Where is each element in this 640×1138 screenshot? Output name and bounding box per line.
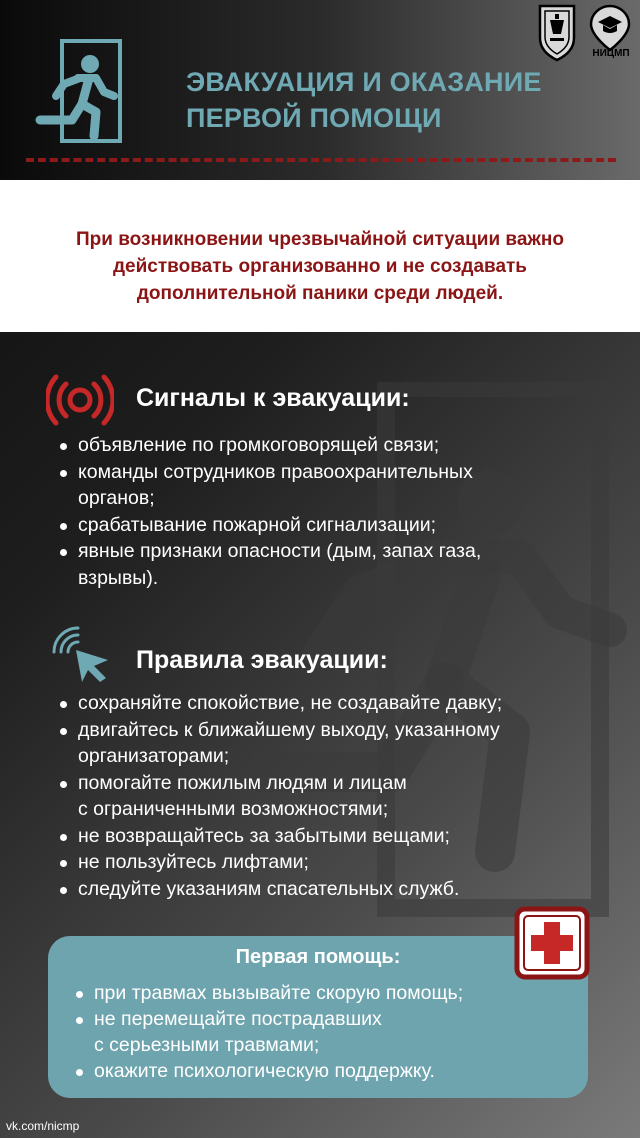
medical-cross-icon (514, 906, 590, 980)
list-item: помогайте пожилым людям и лицам с ограниченными возможностями; (58, 770, 628, 823)
first-aid-list (74, 980, 574, 1084)
list-item: следуйте указаниям спасательных служб. (58, 876, 628, 903)
intro-text (20, 226, 620, 307)
list-item: при травмах вызывайте скорую помощь; (74, 980, 574, 1006)
alarm-signal-icon (46, 374, 114, 426)
list-item: объявление по громкоговорящей связи; (58, 432, 618, 459)
intro-panel (0, 180, 640, 332)
rules-title: Правила эвакуации: (136, 646, 388, 674)
page-title-line1: ЭВАКУАЦИЯ И ОКАЗАНИЕ (186, 67, 542, 97)
shield-emblem-icon (540, 6, 574, 60)
list-item: сохраняйте спокойствие, не создавайте давку; (58, 690, 628, 717)
first-aid-title: Первая помощь: (235, 946, 401, 968)
intro-line: действовать организованно и не создавать (113, 256, 527, 277)
signals-list (58, 432, 618, 591)
first-aid-panel (48, 936, 588, 1098)
list-item: не перемещайте пострадавших с серьезными травмами; (74, 1006, 574, 1058)
graduation-cap-icon (591, 6, 629, 50)
rules-list (58, 690, 628, 902)
emergency-exit-icon (34, 38, 126, 146)
cursor-click-icon (48, 622, 114, 684)
intro-line: дополнительной паники среди людей. (136, 283, 504, 304)
intro-line: При возникновении чрезвычайной ситуации важно (76, 229, 564, 250)
signals-title: Сигналы к эвакуации: (136, 384, 410, 412)
list-item: двигайтесь к ближайшему выходу, указанному организаторами; (58, 717, 628, 770)
list-item: срабатывание пожарной сигнализации; (58, 512, 618, 539)
header-banner (0, 0, 640, 180)
list-item: явные признаки опасности (дым, запах газа, взрывы). (58, 538, 618, 591)
header-divider (26, 158, 616, 162)
footer-link[interactable]: vk.com/nicmp (6, 1119, 80, 1133)
page-title-line2: ПЕРВОЙ ПОМОЩИ (186, 103, 442, 133)
list-item: не возвращайтесь за забытыми вещами; (58, 823, 628, 850)
logo-label: НИЦМП (592, 48, 630, 59)
list-item: окажите психологическую поддержку. (74, 1058, 574, 1084)
list-item: команды сотрудников правоохранительных органов; (58, 459, 618, 512)
page-title (186, 64, 566, 136)
list-item: не пользуйтесь лифтами; (58, 849, 628, 876)
